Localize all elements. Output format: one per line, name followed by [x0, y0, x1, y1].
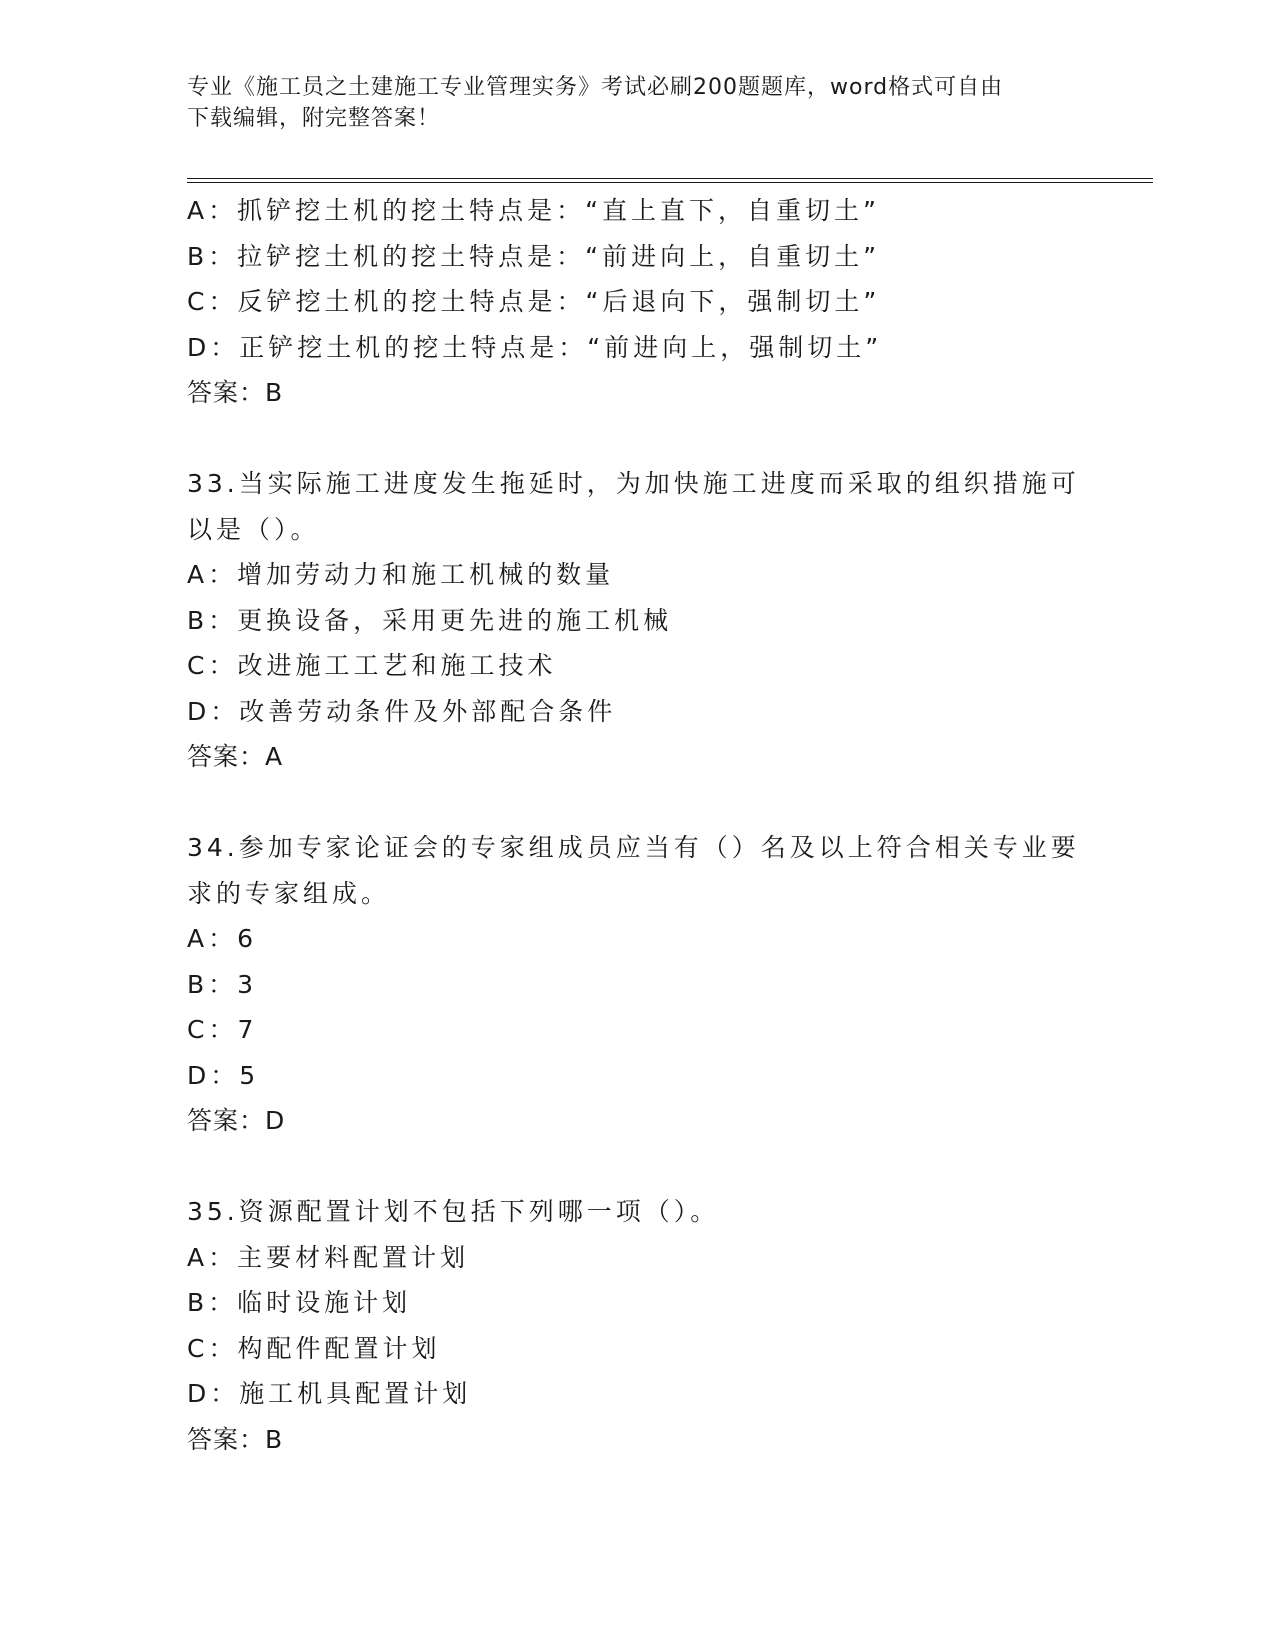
- option-d: D：5: [187, 1060, 260, 1090]
- question-stem: 33.当实际施工进度发生拖延时，为加快施工进度而采取的组织措施可: [187, 469, 1080, 498]
- option-a: A：抓铲挖土机的挖土特点是：“直上直下，自重切土”: [187, 196, 881, 225]
- spacer: [187, 1144, 1087, 1190]
- header-line-2: 下载编辑，附完整答案！: [187, 106, 441, 131]
- option-c: C：7: [187, 1015, 258, 1044]
- option-a: A：6: [187, 924, 258, 953]
- option-a: A：主要材料配置计划: [187, 1242, 470, 1272]
- question-stem: 35.资源配置计划不包括下列哪一项（）。: [187, 1197, 720, 1226]
- option-d: D：施工机具配置计划: [187, 1379, 472, 1408]
- answer: 答案：B: [187, 378, 284, 407]
- option-b: B：拉铲挖土机的挖土特点是：“前进向上，自重切土”: [187, 241, 881, 271]
- question-32-continued: [187, 188, 1087, 416]
- answer: 答案：A: [187, 742, 284, 771]
- spacer: [187, 416, 1087, 462]
- option-c: C：构配件配置计划: [187, 1333, 441, 1363]
- option-b: B：更换设备，采用更先进的施工机械: [187, 605, 673, 635]
- header-divider-top: [187, 178, 1153, 179]
- question-stem: 求的专家组成。: [187, 878, 391, 908]
- option-d: D：正铲挖土机的挖土特点是：“前进向上，强制切土”: [187, 332, 883, 362]
- answer: 答案：B: [187, 1424, 284, 1454]
- question-33: [187, 461, 1087, 780]
- option-a: A：增加劳动力和施工机械的数量: [187, 560, 615, 589]
- question-stem: 34.参加专家论证会的专家组成员应当有（）名及以上符合相关专业要: [187, 833, 1080, 862]
- question-stem: 以是（）。: [187, 514, 320, 544]
- option-d: D：改善劳动条件及外部配合条件: [187, 696, 617, 726]
- document-header: [187, 72, 1087, 134]
- question-34: [187, 825, 1087, 1144]
- header-line-1: 专业《施工员之土建施工专业管理实务》考试必刷200题题库，word格式可自由: [187, 75, 1004, 100]
- question-35: [187, 1189, 1087, 1462]
- option-c: C：反铲挖土机的挖土特点是：“后退向下，强制切土”: [187, 287, 881, 316]
- option-c: C：改进施工工艺和施工技术: [187, 651, 557, 680]
- spacer: [187, 780, 1087, 826]
- option-b: B：3: [187, 969, 258, 999]
- header-divider-bottom: [187, 182, 1153, 183]
- option-b: B：临时设施计划: [187, 1288, 412, 1317]
- answer: 答案：D: [187, 1106, 286, 1135]
- question-list: [187, 188, 1087, 1462]
